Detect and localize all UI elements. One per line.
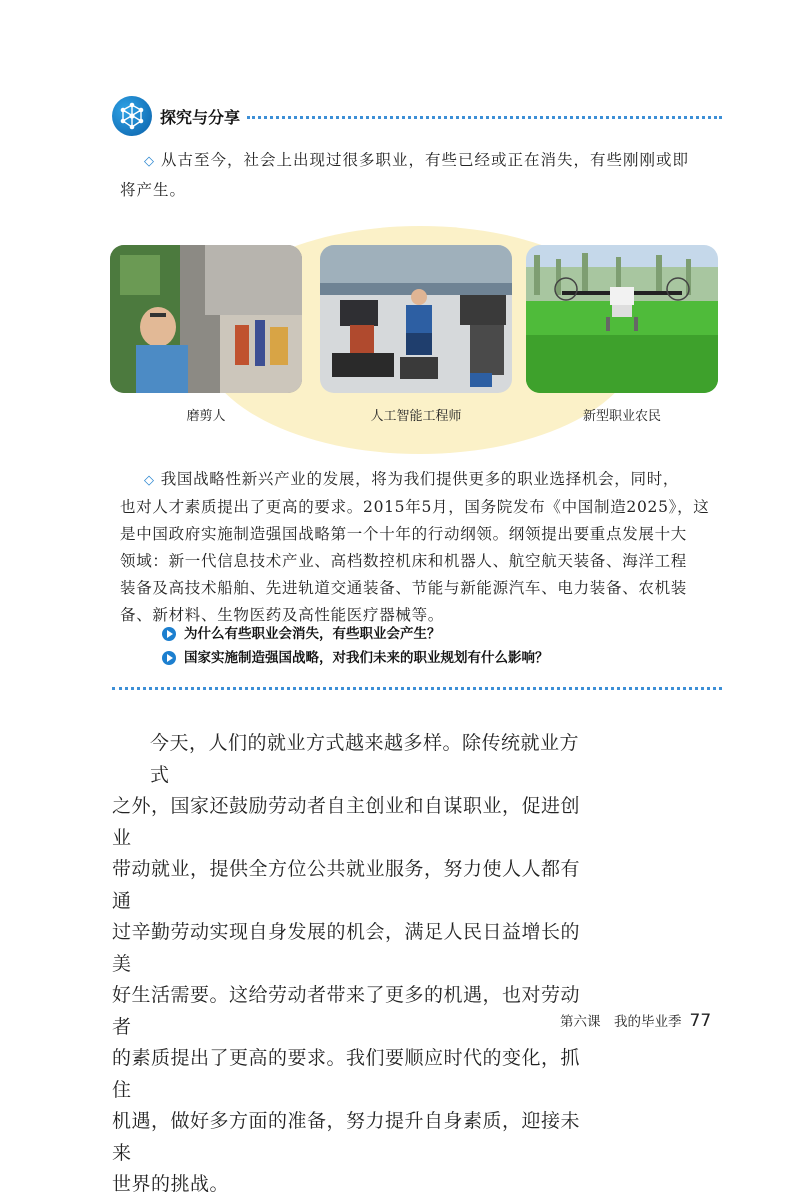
main-body-paragraph bbox=[112, 728, 582, 1201]
body-line-3: 带动就业，提供全方位公共就业服务，努力使人人都有通 bbox=[112, 858, 581, 912]
industry-line-2: 也对人才素质提出了更高的要求。2015年5月，国务院发布《中国制造2025》，这 bbox=[120, 498, 710, 516]
section-title: 探究与分享 bbox=[160, 108, 241, 127]
question-item bbox=[162, 622, 722, 646]
page-footer bbox=[560, 1010, 711, 1031]
photo-ai-engineer bbox=[320, 245, 512, 393]
body-line-5: 好生活需要。这给劳动者带来了更多的机遇，也对劳动者 bbox=[112, 984, 581, 1038]
photo-caption-3: 新型职业农民 bbox=[582, 409, 661, 424]
question-text-1: 为什么有些职业会消失，有些职业会产生？ bbox=[184, 626, 441, 642]
industry-line-6: 备、新材料、生物医药及高性能医疗器械等。 bbox=[120, 606, 445, 624]
diamond-bullet-icon: ◇ bbox=[144, 154, 155, 169]
body-line-4: 过辛勤劳动实现自身发展的机会，满足人民日益增长的美 bbox=[112, 921, 581, 975]
question-list bbox=[162, 622, 722, 670]
intro-line-1: 从古至今，社会上出现过很多职业，有些已经或正在消失，有些刚刚或即 bbox=[161, 151, 690, 169]
body-line-7: 机遇，做好多方面的准备，努力提升自身素质，迎接未来 bbox=[112, 1110, 581, 1164]
photo-new-farmer bbox=[526, 245, 718, 393]
explore-share-icon bbox=[112, 96, 152, 136]
header-dotted-rule bbox=[247, 116, 722, 119]
intro-line-2: 将产生。 bbox=[120, 181, 187, 199]
lesson-title: 第六课 我的毕业季 bbox=[560, 1014, 682, 1030]
photo-caption-1: 磨剪人 bbox=[186, 409, 226, 424]
body-line-2: 之外，国家还鼓励劳动者自主创业和自谋职业，促进创业 bbox=[112, 795, 581, 849]
industry-line-3: 是中国政府实施制造强国战略第一个十年的行动纲领。纲领提出要重点发展十大 bbox=[120, 525, 688, 543]
industry-line-5: 装备及高技术船舶、先进轨道交通装备、节能与新能源汽车、电力装备、农机装 bbox=[120, 579, 688, 597]
question-item bbox=[162, 646, 722, 670]
question-text-2: 国家实施制造强国战略，对我们未来的职业规划有什么影响？ bbox=[184, 650, 549, 666]
body-line-6: 的素质提出了更高的要求。我们要顺应时代的变化，抓住 bbox=[112, 1047, 581, 1101]
photo-knife-grinder bbox=[110, 245, 302, 393]
industry-line-1: 我国战略性新兴产业的发展，将为我们提供更多的职业选择机会，同时， bbox=[160, 470, 680, 488]
play-arrow-icon bbox=[162, 627, 176, 641]
photo-caption-2: 人工智能工程师 bbox=[370, 409, 462, 424]
section-dotted-divider bbox=[112, 687, 722, 690]
intro-paragraph bbox=[120, 146, 720, 204]
body-line-8: 世界的挑战。 bbox=[112, 1173, 230, 1195]
photo-band bbox=[110, 240, 722, 455]
industry-paragraph bbox=[120, 466, 720, 629]
body-line-1: 今天，人们的就业方式越来越多样。除传统就业方式 bbox=[150, 732, 580, 786]
page-number: 77 bbox=[689, 1011, 712, 1031]
section-header bbox=[112, 96, 722, 136]
play-arrow-icon bbox=[162, 651, 176, 665]
industry-line-4: 领域：新一代信息技术产业、高档数控机床和机器人、航空航天装备、海洋工程 bbox=[120, 552, 688, 570]
diamond-bullet-icon: ◇ bbox=[144, 473, 155, 488]
